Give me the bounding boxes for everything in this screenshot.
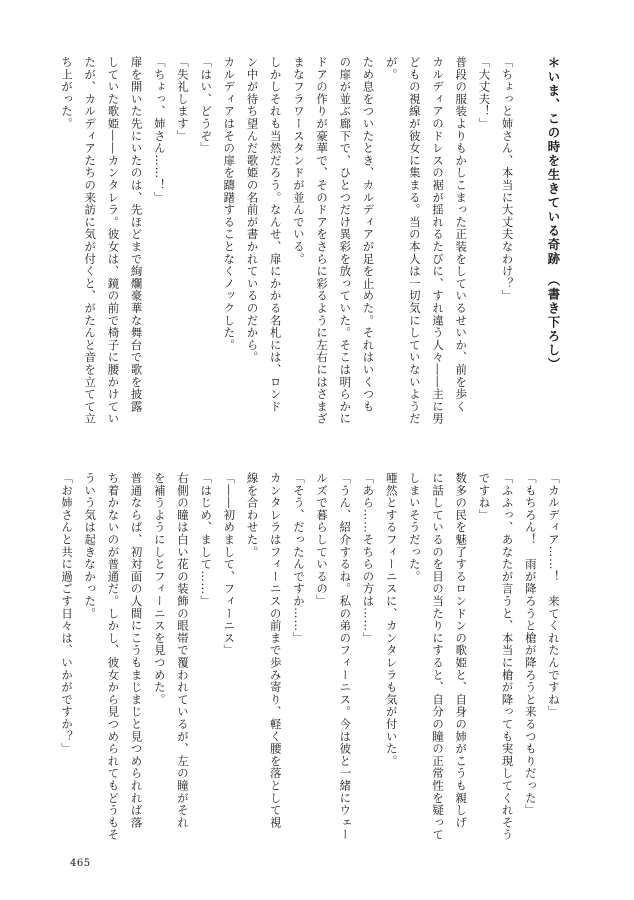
- text-line: ですね」: [477, 472, 492, 522]
- text-line: ドアの作りが豪華で、そのドアをさらに彩るように左右にはさまざ: [315, 56, 330, 425]
- text-line: を補うようにしとフィーニスを見つめた。: [152, 472, 167, 706]
- text-line: ういう気は起きなかった。: [83, 472, 98, 620]
- text-line: 「あら……そちらの方は……」: [361, 472, 376, 645]
- text-line: 「もちろん！ 雨が降ろうと槍が降ろうと来るつもりだった」: [523, 472, 538, 817]
- text-line: カンタレラはフィーニスの前まで歩み寄り、軽く腰を落として視: [268, 472, 283, 829]
- text-block-top: [56, 56, 566, 436]
- text-line: 「大丈夫！」: [477, 56, 492, 130]
- text-line: 「ふふっ、あなたが言うと、本当に槍が降っても実現してくれそう: [500, 472, 515, 841]
- chapter-title: ＊いま、この時を生きている奇跡 （書き下ろし）: [546, 56, 561, 372]
- text-line: 「――初めまして、フィーニス」: [222, 472, 237, 657]
- text-line: していた歌姫――カンタレラ。彼女は、鏡の前で椅子に腰かけてい: [106, 56, 121, 425]
- text-block-bottom: [56, 472, 566, 852]
- text-line: 線を合わせた。: [245, 472, 260, 559]
- text-line: まなフラワースタンドが並んでいる。: [291, 56, 306, 266]
- text-line: 「お姉さんと共に過ごす日々は、いかがですか？」: [60, 472, 75, 755]
- text-line: ン中が待ち望んだ歌姫の名前が書かれているのだから。: [245, 56, 260, 364]
- text-line: の扉が並ぶ廊下で、ひとつだけ異彩を放っていた。そこは明らかに: [338, 56, 353, 425]
- text-line: が。: [384, 56, 399, 81]
- page-number: 465: [70, 858, 91, 869]
- text-line: ルズで暮らしているの」: [315, 472, 330, 608]
- text-line: ため息をついたとき、カルディアが足を止めた。それはいくつも: [361, 56, 376, 413]
- text-line: 「ちょっ、姉さん……！」: [152, 56, 167, 204]
- text-line: 普通ならば、初対面の人間にこうもまじまじと見つめられれば落: [129, 472, 144, 829]
- text-line: 「ちょっと姉さん、本当に大丈夫なわけ？」: [500, 56, 515, 302]
- text-line: 「はじめ、まして……」: [199, 472, 214, 608]
- text-line: 「うん、紹介するね。私の弟のフィーニス。今は彼と一緒にウェー: [338, 472, 353, 841]
- text-line: 右側の瞳は白い花の装飾の眼帯で覆われているが、左の瞳がそれ: [176, 472, 190, 829]
- text-line: 「そう、だったんですか……」: [291, 472, 306, 645]
- text-line: 普段の服装よりもかしこまった正装をしているせいか、前を歩く: [454, 56, 469, 413]
- text-line: ち着かないのが普通だ。しかし、彼女から見つめられてもどうもそ: [106, 472, 121, 841]
- text-line: どもの視線が彼女に集まる。当の本人は一切気にしていないようだ: [407, 56, 422, 425]
- text-line: に話しているのを目の当たりにすると、自分の瞳の正常性を疑って: [431, 472, 446, 841]
- text-line: しまいそうだった。: [407, 472, 422, 583]
- text-line: ち上がった。: [60, 56, 75, 130]
- text-line: カルディアはその扉を躊躇することなくノックした。: [222, 56, 237, 352]
- text-line: たが、カルディアたちの来訪に気が付くと、がたんと音を立てて立: [83, 56, 98, 425]
- text-line: 「はい、どうぞ」: [199, 56, 214, 155]
- text-line: 扉を開いた先にいたのは、先ほどまで絢爛豪華な舞台で歌を披露: [129, 56, 144, 413]
- text-line: カルディアのドレスの裾が揺れるたびに、すれ違う人々――主に男: [431, 56, 446, 425]
- text-line: しかしそれも当然だろう。なんせ、扉にかかる名札には、ロンド: [268, 56, 283, 413]
- text-line: 唖然とするフィーニスに、カンタレラも気が付いた。: [384, 472, 399, 768]
- text-line: 数多の民を魅了するロンドンの歌姫と、自身の姉がこうも親しげ: [454, 472, 469, 829]
- blank-line: [520, 56, 543, 436]
- text-line: 「カルディア……！ 来てくれたんですね」: [547, 472, 561, 718]
- text-line: 「失礼します」: [176, 56, 190, 143]
